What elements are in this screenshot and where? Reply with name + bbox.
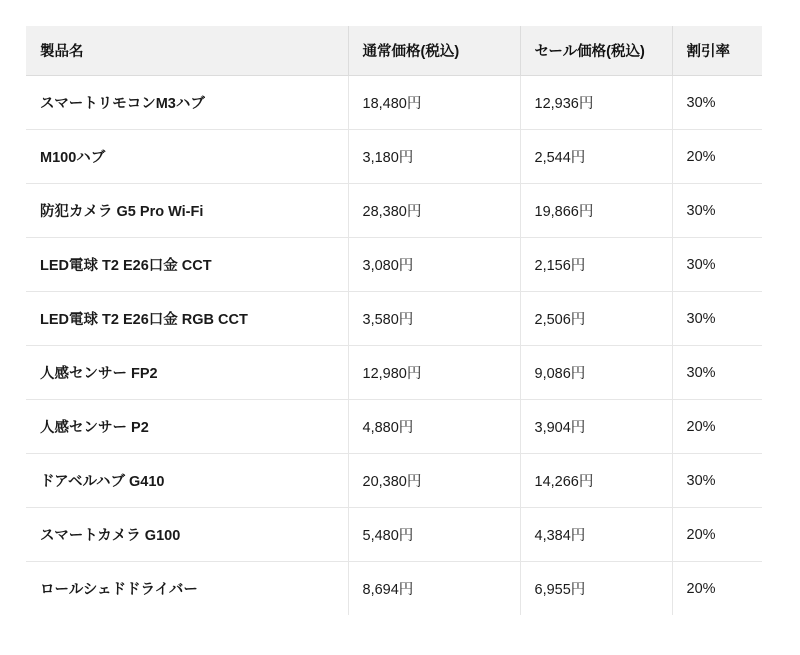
cell-sale-price: 19,866円 bbox=[520, 184, 672, 238]
cell-sale-price: 3,904円 bbox=[520, 400, 672, 454]
cell-product-name: 人感センサー P2 bbox=[26, 400, 348, 454]
cell-normal-price: 20,380円 bbox=[348, 454, 520, 508]
cell-normal-price: 3,080円 bbox=[348, 238, 520, 292]
cell-discount-rate: 20% bbox=[672, 508, 762, 562]
cell-discount-rate: 30% bbox=[672, 292, 762, 346]
cell-product-name: 人感センサー FP2 bbox=[26, 346, 348, 400]
cell-normal-price: 4,880円 bbox=[348, 400, 520, 454]
cell-sale-price: 9,086円 bbox=[520, 346, 672, 400]
cell-sale-price: 2,156円 bbox=[520, 238, 672, 292]
cell-sale-price: 6,955円 bbox=[520, 562, 672, 616]
cell-discount-rate: 30% bbox=[672, 76, 762, 130]
cell-normal-price: 5,480円 bbox=[348, 508, 520, 562]
cell-sale-price: 2,506円 bbox=[520, 292, 672, 346]
cell-sale-price: 4,384円 bbox=[520, 508, 672, 562]
table-row bbox=[26, 562, 762, 616]
table-row bbox=[26, 508, 762, 562]
cell-normal-price: 3,180円 bbox=[348, 130, 520, 184]
cell-sale-price: 14,266円 bbox=[520, 454, 672, 508]
cell-sale-price: 2,544円 bbox=[520, 130, 672, 184]
cell-discount-rate: 30% bbox=[672, 346, 762, 400]
table-header bbox=[26, 26, 762, 76]
cell-discount-rate: 30% bbox=[672, 454, 762, 508]
table-row bbox=[26, 76, 762, 130]
column-header-sale-price: セール価格(税込) bbox=[520, 26, 672, 76]
cell-normal-price: 3,580円 bbox=[348, 292, 520, 346]
table-row bbox=[26, 400, 762, 454]
cell-product-name: ドアベルハブ G410 bbox=[26, 454, 348, 508]
column-header-discount-rate: 割引率 bbox=[672, 26, 762, 76]
cell-normal-price: 18,480円 bbox=[348, 76, 520, 130]
cell-product-name: スマートカメラ G100 bbox=[26, 508, 348, 562]
table-row bbox=[26, 238, 762, 292]
column-header-normal-price: 通常価格(税込) bbox=[348, 26, 520, 76]
table-row bbox=[26, 184, 762, 238]
column-header-product-name: 製品名 bbox=[26, 26, 348, 76]
cell-discount-rate: 30% bbox=[672, 238, 762, 292]
cell-sale-price: 12,936円 bbox=[520, 76, 672, 130]
table-header-row bbox=[26, 26, 762, 76]
cell-discount-rate: 20% bbox=[672, 130, 762, 184]
table-row bbox=[26, 454, 762, 508]
cell-normal-price: 12,980円 bbox=[348, 346, 520, 400]
product-price-table bbox=[26, 26, 762, 615]
cell-product-name: LED電球 T2 E26口金 CCT bbox=[26, 238, 348, 292]
table-row bbox=[26, 346, 762, 400]
table-body bbox=[26, 76, 762, 616]
table-row bbox=[26, 130, 762, 184]
table-row bbox=[26, 292, 762, 346]
cell-product-name: 防犯カメラ G5 Pro Wi-Fi bbox=[26, 184, 348, 238]
cell-product-name: スマートリモコンM3ハブ bbox=[26, 76, 348, 130]
cell-product-name: ロールシェドドライバー bbox=[26, 562, 348, 616]
cell-normal-price: 8,694円 bbox=[348, 562, 520, 616]
cell-normal-price: 28,380円 bbox=[348, 184, 520, 238]
cell-discount-rate: 20% bbox=[686, 580, 716, 597]
cell-discount-rate: 20% bbox=[672, 400, 762, 454]
cell-product-name: M100ハブ bbox=[26, 130, 348, 184]
cell-discount-rate: 30% bbox=[672, 184, 762, 238]
cell-product-name: LED電球 T2 E26口金 RGB CCT bbox=[26, 292, 348, 346]
